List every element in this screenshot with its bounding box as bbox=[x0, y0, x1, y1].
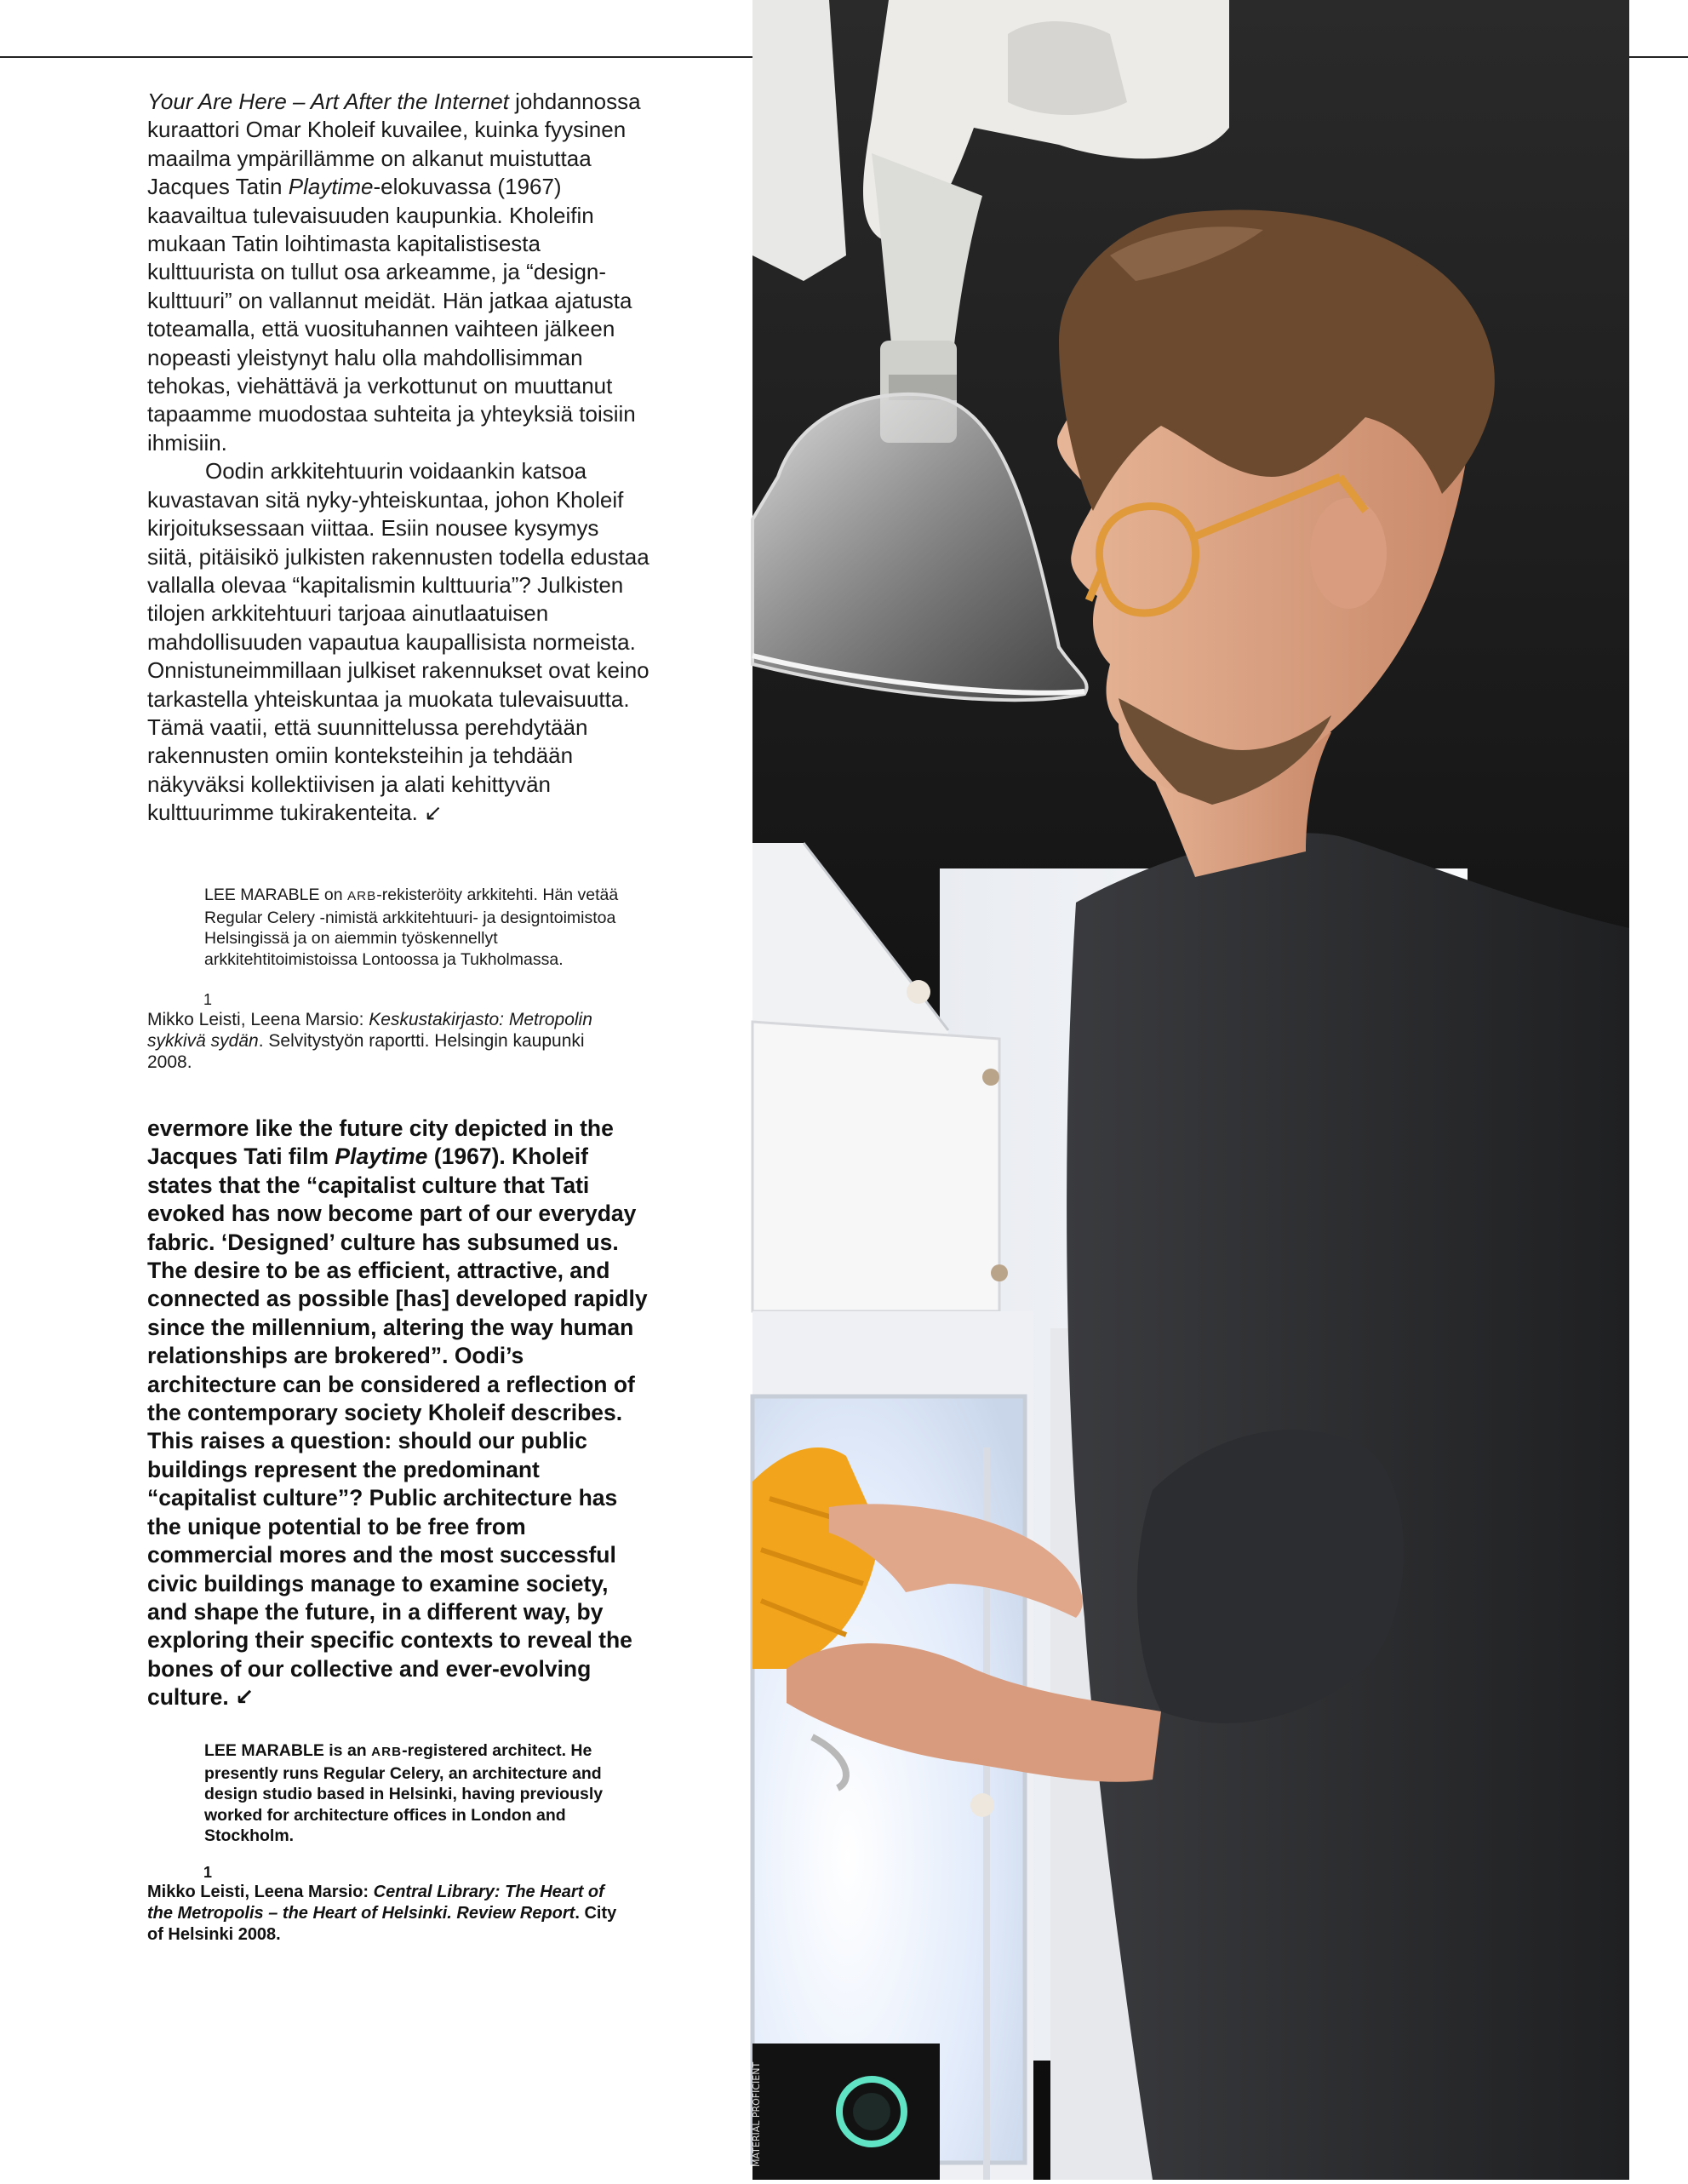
english-paragraph: evermore like the future city depicted in the Jacques Tati film Playtime (1967). Kholeif states that the “capitalist culture that Tati evoked has now become part of our everyday fabric. ‘Designed’ culture has subsumed us. The desire to be as efficient, attractive, and connected as possible [has] developed rapidly since the millennium, altering the way human relationships are brokered”. Oodi’s architecture can be considered a reflection of the contemporary society Kholeif describes. This raises a question: should our public buildings represent the predominant “capitalist culture”? Public architecture has the unique potential to be free from commercial mores and the most successful civic buildings manage to examine society, and shape the future, in a different way, by exploring their specific contexts to reveal the bones of our collective and ever-evolving culture. ↙ bbox=[147, 1115, 648, 1711]
machine-display bbox=[751, 2044, 940, 2180]
footnote-number: 1 bbox=[203, 1864, 213, 1881]
finnish-author-bio: LEE MARABLE on ARB-rekisteröity arkkitehti. Hän vetää Regular Celery -nimistä arkkitehtuuri- ja designtoimistoa Helsingissä ja on aiemmin työskennellyt arkkitehtitoimistoissa Lontoossa ja Tukholmassa. bbox=[204, 886, 619, 969]
english-author-bio: LEE MARABLE is an ARB-registered architect. He presently runs Regular Celery, an architecture and design studio based in Helsinki, having previously worked for architecture offices in London and Stockholm. bbox=[204, 1741, 604, 1845]
finnish-paragraph-1: Your Are Here – Art After the Internet johdannossa kuraattori Omar Kholeif kuvailee, kuinka fyysinen maailma ympärillämme on alkanut muistuttaa Jacques Tatin Playtime-elokuvassa (1967) kaavailtua tulevaisuuden kaupunkia. Kholeifin mukaan Tatin loihtimasta kapitalistisesta kulttuurista on tullut osa arkeamme, ja “design-kulttuuri” on vallannut meidät. Hän jatkaa ajatusta toteamalla, että vuosituhannen vaihteen jälkeen nopeasti yleistynyt halu olla mahdollisimman tehokas, viehättävä ja verkottunut on muuttanut tapaamme muodostaa suhteita ja yhteyksiä toisiin ihmisiin. bbox=[147, 89, 641, 456]
finnish-footnote: 1 Mikko Leisti, Leena Marsio: Keskustakirjasto: Metropolin sykkivä sydän. Selvitystyön raportti. Helsingin kaupunki 2008. bbox=[147, 990, 624, 1073]
ear bbox=[1310, 498, 1387, 609]
author-name: LEE MARABLE bbox=[204, 1741, 324, 1760]
knob bbox=[907, 980, 930, 1004]
knob bbox=[970, 1793, 994, 1817]
portrait-photo bbox=[752, 0, 1629, 2180]
book-title: Your Are Here – Art After the Internet bbox=[147, 89, 509, 114]
finnish-paragraph-2: Oodin arkkitehtuurin voidaankin katsoa kuvastavan sitä nyky-yhteiskuntaa, johon Kholeif kirjoituksessaan viittaa. Esiin nousee kysymys siitä, pitäisikö julkisten rakennusten todella edustaa vallalla olevaa “kapitalismin kulttuuria”? Julkisten tilojen arkkitehtuuri tarjoaa ainutlaatuisen mahdollisuuden vapautua kaupallisista normeista. Onnistuneimmillaan julkiset rakennukset ovat keino tarkastella yhteiskuntaa ja muokata tulevaisuutta. Tämä vaatii, että suunnittelussa perehdytään rakennusten omiin konteksteihin ja tehdään näkyväksi kollektiivisen ja alati kehittyvän kulttuurimme tukirakenteita. ↙ bbox=[147, 458, 649, 826]
screw bbox=[982, 1069, 999, 1086]
footnote-number: 1 bbox=[203, 991, 213, 1008]
author-name: LEE MARABLE bbox=[204, 886, 320, 904]
finnish-body bbox=[147, 88, 649, 828]
film-title: Playtime bbox=[288, 174, 374, 200]
photo-illustration bbox=[752, 0, 1629, 2180]
film-title: Playtime bbox=[335, 1144, 428, 1170]
screw bbox=[991, 1264, 1008, 1281]
english-body bbox=[147, 1115, 649, 1712]
display-label: MATERIAL PROFICIENT bbox=[751, 2061, 762, 2167]
end-mark-icon: ↙ bbox=[424, 800, 443, 826]
end-mark-icon: ↙ bbox=[235, 1684, 255, 1711]
english-footnote: 1 Mikko Leisti, Leena Marsio: Central Library: The Heart of the Metropolis – the Heart of Helsinki. Review Report. City of Helsinki 2008. bbox=[147, 1863, 624, 1946]
